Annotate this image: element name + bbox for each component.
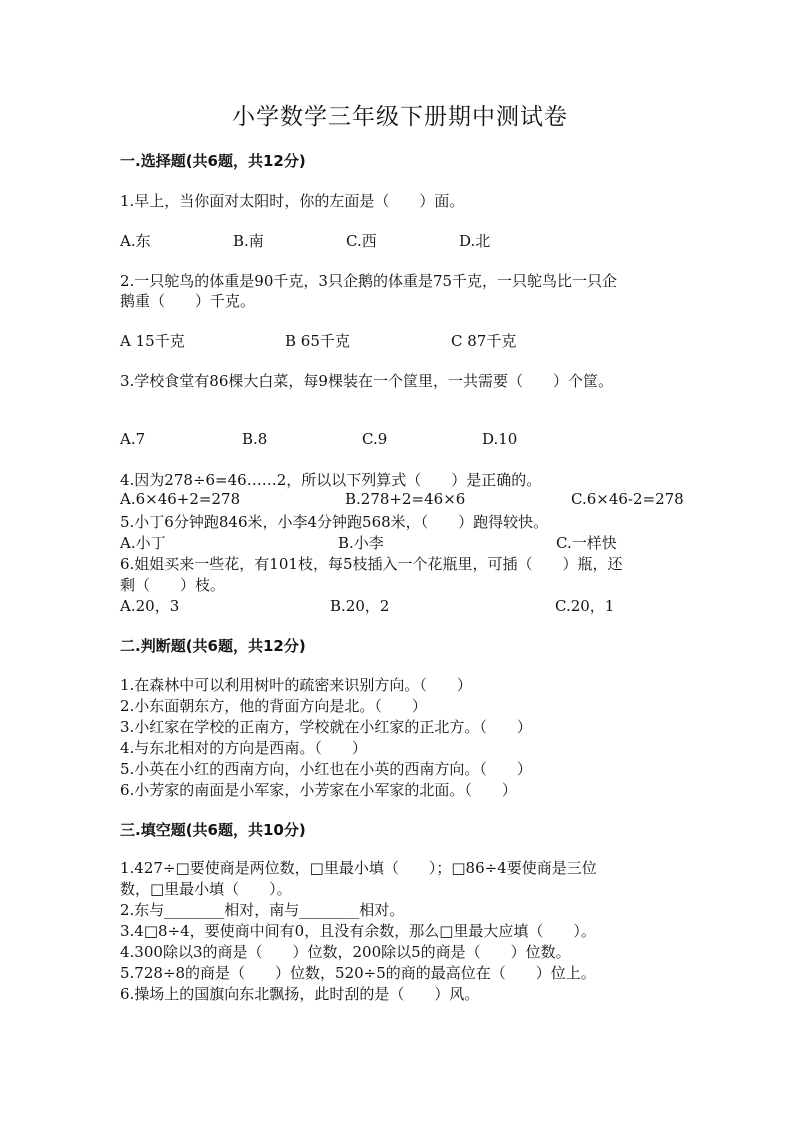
question-5-option-b: B.小李 [338, 534, 384, 552]
judge-item-3: 3.小红家在学校的正南方，学校就在小红家的正北方。（ ） [120, 718, 532, 736]
fill-item-4: 4.300除以3的商是（ ）位数，200除以5的商是（ ）位数。 [120, 943, 571, 961]
question-4-text: 4.因为278÷6=46……2，所以以下列算式（ ）是正确的。 [120, 471, 542, 489]
question-6-option-b: B.20，2 [330, 597, 390, 615]
fill-item-2: 2.东与________相对，南与________相对。 [120, 901, 405, 919]
question-6-text-line2: 剩（ ）枝。 [120, 576, 226, 594]
question-6-option-c: C.20，1 [555, 597, 615, 615]
section-heading-judge: 二.判断题(共6题，共12分) [120, 637, 306, 655]
fill-item-1-line2: 数，□里最小填（ ）。 [120, 880, 292, 898]
fill-item-6: 6.操场上的国旗向东北飘扬，此时刮的是（ ）风。 [120, 985, 480, 1003]
section-heading-choice: 一.选择题(共6题，共12分) [120, 152, 306, 170]
question-3-text: 3.学校食堂有86棵大白菜，每9棵装在一个筐里，一共需要（ ）个筐。 [120, 372, 613, 390]
question-3-option-d: D.10 [482, 430, 518, 448]
question-6-option-a: A.20，3 [120, 597, 180, 615]
question-3-option-a: A.7 [120, 430, 146, 448]
fill-item-1-line1: 1.427÷□要使商是两位数，□里最小填（ ）；□86÷4要使商是三位 [120, 859, 597, 877]
question-2-option-a: A 15千克 [120, 332, 185, 350]
section-heading-fill: 三.填空题(共6题，共10分) [120, 821, 306, 839]
judge-item-2: 2.小东面朝东方，他的背面方向是北。（ ） [120, 697, 427, 715]
question-4-option-b: B.278+2=46×6 [345, 490, 466, 508]
page-title: 小学数学三年级下册期中测试卷 [232, 104, 568, 130]
judge-item-1: 1.在森林中可以利用树叶的疏密来识别方向。（ ） [120, 676, 472, 694]
question-2-text-line1: 2.一只鸵鸟的体重是90千克，3只企鹅的体重是75千克，一只鸵鸟比一只企 [120, 272, 618, 290]
question-3-option-c: C.9 [362, 430, 388, 448]
question-4-option-c: C.6×46-2=278 [571, 490, 684, 508]
judge-item-5: 5.小英在小红的西南方向，小红也在小英的西南方向。（ ） [120, 760, 532, 778]
question-6-text-line1: 6.姐姐买来一些花，有101枝，每5枝插入一个花瓶里，可插（ ）瓶，还 [120, 555, 623, 573]
question-1-option-a: A.东 [120, 232, 151, 250]
question-5-option-c: C.一样快 [556, 534, 617, 552]
question-2-option-c: C 87千克 [451, 332, 517, 350]
fill-item-5: 5.728÷8的商是（ ）位数，520÷5的商的最高位在（ ）位上。 [120, 964, 596, 982]
question-1-option-d: D.北 [459, 232, 491, 250]
fill-item-3: 3.4□8÷4，要使商中间有0，且没有余数，那么□里最大应填（ ）。 [120, 922, 596, 940]
judge-item-6: 6.小芳家的南面是小军家，小芳家在小军家的北面。（ ） [120, 781, 517, 799]
question-1-option-b: B.南 [233, 232, 264, 250]
question-5-text: 5.小丁6分钟跑846米，小李4分钟跑568米，（ ）跑得较快。 [120, 513, 549, 531]
question-1-option-c: C.西 [346, 232, 377, 250]
judge-item-4: 4.与东北相对的方向是西南。（ ） [120, 739, 367, 757]
question-4-option-a: A.6×46+2=278 [120, 490, 241, 508]
question-1-text: 1.早上，当你面对太阳时，你的左面是（ ）面。 [120, 192, 465, 210]
question-2-option-b: B 65千克 [285, 332, 350, 350]
question-2-text-line2: 鹅重（ ）千克。 [120, 292, 256, 310]
question-5-option-a: A.小丁 [120, 534, 166, 552]
question-3-option-b: B.8 [242, 430, 268, 448]
